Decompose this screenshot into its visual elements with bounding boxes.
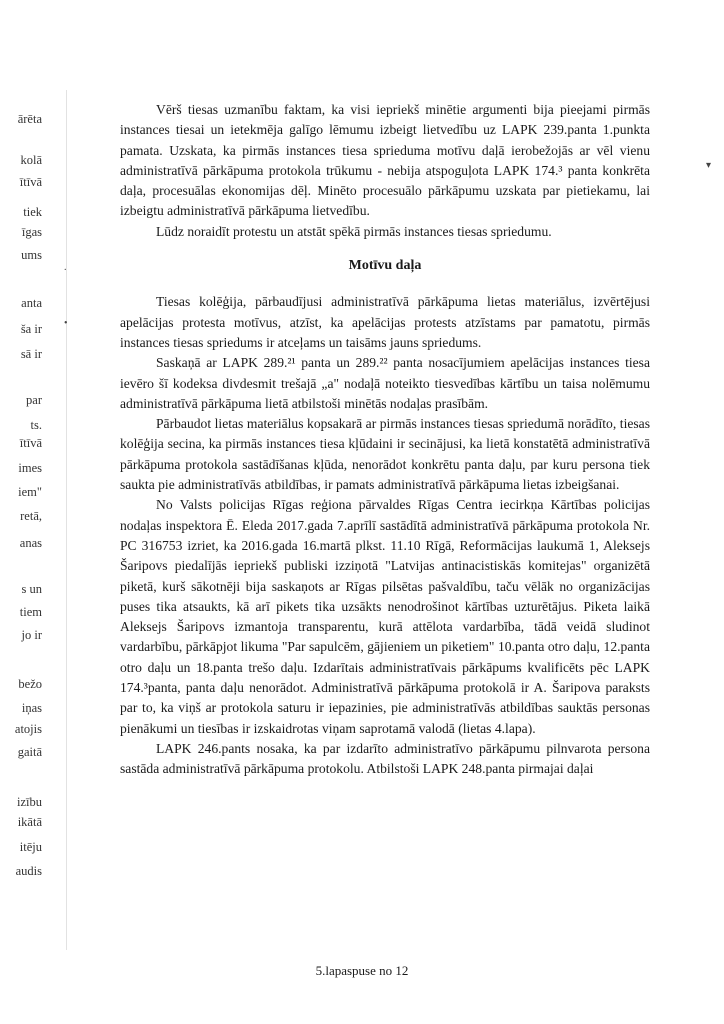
margin-fragment: ša ir	[20, 322, 42, 336]
margin-fragment: itēju	[19, 840, 42, 854]
margin-fragment: ītīvā	[19, 175, 42, 189]
margin-fragment: iem"	[18, 485, 42, 499]
margin-fragment: gaitā	[17, 745, 42, 759]
margin-fragment: jo ir	[21, 628, 42, 642]
section-heading: Motīvu daļa	[348, 258, 422, 274]
paragraph: Tiesas kolēģija, pārbaudījusi administratīvā pārkāpuma lietas materiālus, izvērtējusi apelācijas protesta motīvus, atzīst, ka apelācijas protests atzīstams par pamatotu, pirmās instances tiesas spriedums ir atceļams un taisāms jauns spriedums.	[120, 294, 650, 350]
margin-fragment: audis	[15, 864, 42, 878]
left-margin-shadow	[66, 90, 67, 950]
margin-fragment: sā ir	[20, 347, 42, 361]
margin-mark-dot: .	[64, 262, 67, 273]
margin-fragment: retā,	[20, 509, 42, 523]
margin-fragment: kolā	[20, 153, 42, 167]
paragraphs-after-heading	[120, 292, 650, 779]
margin-fragment: anas	[19, 536, 42, 550]
paragraph: Vērš tiesas uzmanību faktam, ka visi iepriekš minētie argumenti bija pieejami pirmās instances tiesai un ietekmēja galīgo lēmumu izbeigt lietvedību uz LAPK 239.panta 1.punkta pamata. Uzskata, ka pirmās instances tiesa sprieduma motīvu daļā ierobežojās ar vēl vienu administratīvā pārkāpuma protokola trūkumu - nebija atspoguļota LAPK 174.³ panta konkrēta daļa, procesuālas ekonomijas dēļ. Minēto procesuālo pārkāpumu uzskata par pietiekamu, lai izbeigtu administratīvā pārkāpuma lietvedību.	[120, 102, 650, 219]
document-body	[120, 100, 650, 780]
paragraph: Saskaņā ar LAPK 289.²¹ panta un 289.²² panta nosacījumiem apelācijas instances tiesa ievēro šī kodeksa divdesmit trešajā „a" nodaļā noteikto tiesvedības kārtību un taisa nolēmumu administratīvā pārkāpuma lietā atbilstoši minētās nodaļas prasībām.	[120, 355, 650, 411]
margin-fragment: tiek	[23, 205, 42, 219]
margin-fragment: s un	[21, 582, 42, 596]
margin-mark-dot: ▾	[706, 160, 712, 171]
paragraph: Pārbaudot lietas materiālus kopsakarā ar pirmās instances tiesas spriedumā norādīto, tiesas kolēģija secina, ka pirmās instances tiesa kļūdaini ir secinājusi, ka lietā konstatētā administratīvā pārkāpuma protokola sastādīšanas kļūda, nenorādot konkrētu panta daļu, par kuru persona tiek saukta pie administratīvās atbildības, ir pamats administratīvā pārkāpuma lietas izbeigšanai.	[120, 416, 650, 493]
margin-mark-dot: •	[64, 318, 68, 329]
paragraph: No Valsts policijas Rīgas reģiona pārvaldes Rīgas Centra iecirkņa Kārtības policijas nodaļas inspektora Ē. Eleda 2017.gada 7.aprīlī sastādītā administratīvā pārkāpuma protokola Nr. PC 316753 izriet, ka 2016.gada 16.martā plkst. 11.10 Rīgā, Reformācijas laukumā 1, Aleksejs Šaripovs piedalījās iepriekš publiski izziņotā "Latvijas antinacistiskās komitejas" organizētā piketā, kurš sākotnēji bija saskaņots ar Rīgas pilsētas pašvaldību, taču vēlāk no organizācijas puses tika atsaukts, kā arī pikets tika uzsākts nenodrošinot kārtības uzturētājus. Piketa laikā Aleksejs Šaripovs izmantoja transparentu, kurā attēlota vardarbība, tādā veidā sludinot vardarbību, pārkāpjot likuma "Par sapulcēm, gājieniem un piketiem" 10.panta otro daļu, 12.panta otro daļu un 18.panta trešo daļu. Izdarītais administratīvais pārkāpums kvalificēts pēc LAPK 174.³panta, panta daļu nenorādot. Administratīvā pārkāpuma protokolā ir A. Šaripova paraksts par to, ka viņš ar protokola saturu ir iepazinies, pie administratīvās atbildības sauktās personas pienākumi un tiesības ir izskaidrotas viņam saprotamā valodā (lietas 4.lapa).	[120, 497, 650, 736]
margin-fragment: imes	[18, 461, 42, 475]
margin-fragment: anta	[21, 296, 42, 310]
margin-fragment: bežo	[18, 677, 42, 691]
margin-fragment: ārēta	[17, 112, 42, 126]
margin-fragment: īgas	[21, 225, 42, 239]
margin-fragment: ītīvā	[19, 436, 42, 450]
margin-fragment: iņas	[21, 701, 42, 715]
paragraphs-before-heading	[120, 100, 650, 242]
margin-fragment: izību	[17, 795, 42, 809]
margin-fragment: atojis	[14, 722, 42, 736]
paragraph: LAPK 246.pants nosaka, ka par izdarīto administratīvo pārkāpumu pilnvarota persona sastāda administratīvā pārkāpuma protokolu. Atbilstoši LAPK 248.panta pirmajai daļai	[120, 740, 650, 777]
page-number-footer: 5.lapaspuse no 12	[315, 963, 409, 978]
paragraph: Lūdz noraidīt protestu un atstāt spēkā pirmās instances tiesas spriedumu.	[156, 223, 552, 239]
margin-fragment: ts.	[30, 418, 42, 432]
margin-fragment: par	[26, 393, 42, 407]
margin-fragment: ikātā	[17, 815, 42, 829]
margin-fragment: tiem	[19, 605, 42, 619]
margin-fragment: ums	[21, 248, 42, 262]
